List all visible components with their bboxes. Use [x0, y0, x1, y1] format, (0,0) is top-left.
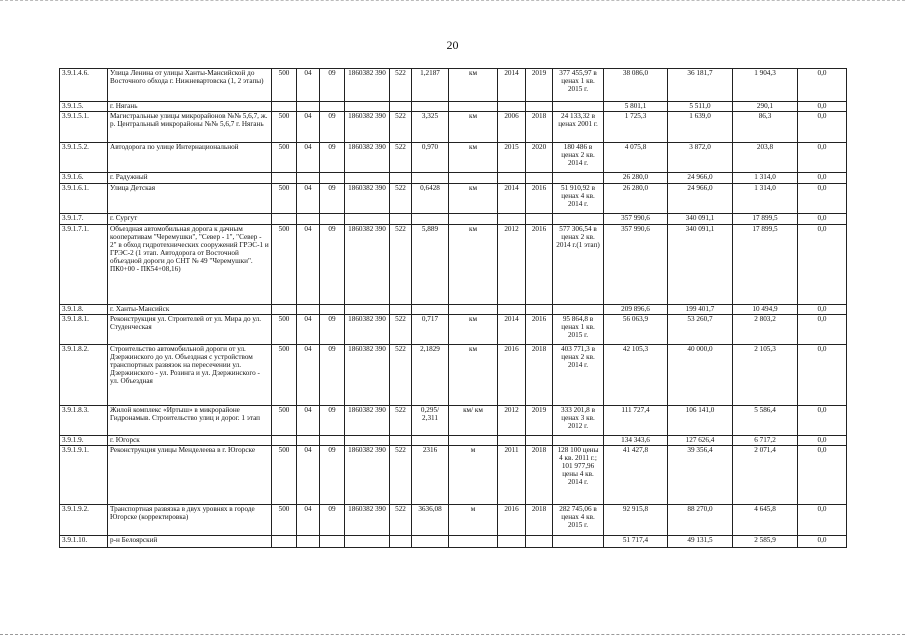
code-cell: 3.9.1.6.: [60, 173, 108, 184]
section-code-cell: 04: [297, 315, 320, 345]
expense-type-cell: [390, 102, 412, 112]
section-code-cell: 04: [297, 112, 320, 143]
code-cell: 3.9.1.8.2.: [60, 345, 108, 406]
target-article-cell: [345, 173, 390, 184]
ministry-code-cell: 500: [272, 184, 297, 214]
total-amount-cell: 1 725,3: [604, 112, 668, 143]
code-cell: 3.9.1.8.1.: [60, 315, 108, 345]
other-sources-cell: 0,0: [798, 315, 847, 345]
total-amount-cell: 41 427,8: [604, 446, 668, 505]
expense-type-cell: [390, 214, 412, 225]
unit-cell: [449, 102, 498, 112]
estimate-cost-cell: 333 201,8 в ценах 3 кв. 2012 г.: [553, 406, 604, 436]
object-name-cell: г. Югорск: [108, 436, 272, 446]
total-amount-cell: 26 280,0: [604, 184, 668, 214]
expense-type-cell: [390, 436, 412, 446]
ministry-code-cell: 500: [272, 225, 297, 305]
table-row: [60, 143, 847, 173]
start-year-cell: [498, 305, 526, 315]
capacity-cell: 2316: [412, 446, 449, 505]
expense-type-cell: 522: [390, 505, 412, 536]
expense-type-cell: 522: [390, 112, 412, 143]
subsection-code-cell: [320, 214, 345, 225]
section-code-cell: [297, 305, 320, 315]
total-amount-cell: 111 727,4: [604, 406, 668, 436]
ministry-code-cell: [272, 536, 297, 548]
code-cell: 3.9.1.6.1.: [60, 184, 108, 214]
regional-budget-cell: 40 000,0: [668, 345, 733, 406]
table-row: [60, 406, 847, 436]
regional-budget-cell: 24 966,0: [668, 173, 733, 184]
section-code-cell: [297, 102, 320, 112]
total-amount-cell: 56 063,9: [604, 315, 668, 345]
end-year-cell: [526, 436, 553, 446]
ministry-code-cell: 500: [272, 69, 297, 102]
target-article-cell: 1860382 390: [345, 225, 390, 305]
capacity-cell: [412, 214, 449, 225]
total-amount-cell: 209 896,6: [604, 305, 668, 315]
other-sources-cell: 0,0: [798, 345, 847, 406]
start-year-cell: [498, 102, 526, 112]
capacity-cell: [412, 305, 449, 315]
section-code-cell: 04: [297, 69, 320, 102]
target-article-cell: 1860382 390: [345, 69, 390, 102]
other-sources-cell: 0,0: [798, 69, 847, 102]
start-year-cell: 2012: [498, 225, 526, 305]
section-code-cell: [297, 436, 320, 446]
code-cell: 3.9.1.7.: [60, 214, 108, 225]
end-year-cell: [526, 305, 553, 315]
end-year-cell: 2020: [526, 143, 553, 173]
target-article-cell: 1860382 390: [345, 112, 390, 143]
regional-budget-cell: 36 181,7: [668, 69, 733, 102]
end-year-cell: 2019: [526, 69, 553, 102]
start-year-cell: [498, 214, 526, 225]
target-article-cell: 1860382 390: [345, 143, 390, 173]
municipal-budget-cell: 5 586,4: [733, 406, 798, 436]
subsection-code-cell: [320, 102, 345, 112]
capacity-cell: 3636,08: [412, 505, 449, 536]
expense-type-cell: 522: [390, 69, 412, 102]
regional-budget-cell: 3 872,0: [668, 143, 733, 173]
section-code-cell: [297, 214, 320, 225]
municipal-budget-cell: 290,1: [733, 102, 798, 112]
start-year-cell: 2006: [498, 112, 526, 143]
unit-cell: км: [449, 184, 498, 214]
municipal-budget-cell: 1 904,3: [733, 69, 798, 102]
code-cell: 3.9.1.10.: [60, 536, 108, 548]
section-code-cell: 04: [297, 446, 320, 505]
capacity-cell: 0,6428: [412, 184, 449, 214]
estimate-cost-cell: 128 100 цены 4 кв. 2011 г.; 101 977,96 цены 4 кв. 2014 г.: [553, 446, 604, 505]
total-amount-cell: 5 801,1: [604, 102, 668, 112]
regional-budget-cell: 53 260,7: [668, 315, 733, 345]
ministry-code-cell: [272, 214, 297, 225]
unit-cell: км: [449, 69, 498, 102]
municipal-budget-cell: 17 899,5: [733, 225, 798, 305]
table-row: [60, 69, 847, 102]
estimate-cost-cell: 577 306,54 в ценах 2 кв. 2014 г.(1 этап): [553, 225, 604, 305]
start-year-cell: 2016: [498, 505, 526, 536]
target-article-cell: [345, 536, 390, 548]
unit-cell: [449, 305, 498, 315]
other-sources-cell: 0,0: [798, 102, 847, 112]
ministry-code-cell: 500: [272, 406, 297, 436]
target-article-cell: [345, 436, 390, 446]
code-cell: 3.9.1.5.: [60, 102, 108, 112]
section-code-cell: 04: [297, 505, 320, 536]
capacity-cell: 0,295/ 2,311: [412, 406, 449, 436]
unit-cell: км: [449, 112, 498, 143]
start-year-cell: 2012: [498, 406, 526, 436]
top-scan-edge: [0, 0, 905, 3]
total-amount-cell: 357 990,6: [604, 225, 668, 305]
target-article-cell: 1860382 390: [345, 406, 390, 436]
code-cell: 3.9.1.4.6.: [60, 69, 108, 102]
code-cell: 3.9.1.9.: [60, 436, 108, 446]
estimate-cost-cell: [553, 305, 604, 315]
estimate-cost-cell: 403 771,3 в ценах 2 кв. 2014 г.: [553, 345, 604, 406]
other-sources-cell: 0,0: [798, 143, 847, 173]
other-sources-cell: 0,0: [798, 446, 847, 505]
estimate-cost-cell: [553, 173, 604, 184]
expense-type-cell: 522: [390, 184, 412, 214]
table-row: [60, 214, 847, 225]
section-code-cell: 04: [297, 184, 320, 214]
unit-cell: км/ км: [449, 406, 498, 436]
budget-table: [59, 68, 847, 548]
table-row: [60, 173, 847, 184]
regional-budget-cell: 199 401,7: [668, 305, 733, 315]
municipal-budget-cell: 2 585,9: [733, 536, 798, 548]
estimate-cost-cell: [553, 536, 604, 548]
table-row: [60, 446, 847, 505]
other-sources-cell: 0,0: [798, 112, 847, 143]
section-code-cell: 04: [297, 406, 320, 436]
object-name-cell: Строительство автомобильной дороги от ул. Дзержинского до ул. Объездная с устройством транспортных развязок на пересечении ул. Дзержинского - ул. Розинга и ул. Дзержинского - ул. Объездная: [108, 345, 272, 406]
total-amount-cell: 134 343,6: [604, 436, 668, 446]
municipal-budget-cell: 203,8: [733, 143, 798, 173]
start-year-cell: 2016: [498, 345, 526, 406]
target-article-cell: 1860382 390: [345, 446, 390, 505]
start-year-cell: [498, 436, 526, 446]
expense-type-cell: 522: [390, 446, 412, 505]
page-number: 20: [446, 38, 459, 52]
target-article-cell: 1860382 390: [345, 184, 390, 214]
start-year-cell: 2014: [498, 69, 526, 102]
regional-budget-cell: 127 626,4: [668, 436, 733, 446]
end-year-cell: [526, 102, 553, 112]
ministry-code-cell: 500: [272, 143, 297, 173]
target-article-cell: 1860382 390: [345, 505, 390, 536]
other-sources-cell: 0,0: [798, 406, 847, 436]
estimate-cost-cell: [553, 214, 604, 225]
estimate-cost-cell: 95 864,8 в ценах 1 кв. 2015 г.: [553, 315, 604, 345]
estimate-cost-cell: 180 486 в ценах 2 кв. 2014 г.: [553, 143, 604, 173]
estimate-cost-cell: 51 910,92 в ценах 4 кв. 2014 г.: [553, 184, 604, 214]
target-article-cell: 1860382 390: [345, 345, 390, 406]
total-amount-cell: 92 915,8: [604, 505, 668, 536]
code-cell: 3.9.1.9.2.: [60, 505, 108, 536]
subsection-code-cell: [320, 436, 345, 446]
municipal-budget-cell: 10 494,9: [733, 305, 798, 315]
estimate-cost-cell: [553, 102, 604, 112]
section-code-cell: 04: [297, 225, 320, 305]
other-sources-cell: 0,0: [798, 436, 847, 446]
code-cell: 3.9.1.5.2.: [60, 143, 108, 173]
end-year-cell: [526, 214, 553, 225]
end-year-cell: [526, 536, 553, 548]
end-year-cell: 2018: [526, 446, 553, 505]
table-row: [60, 102, 847, 112]
start-year-cell: 2014: [498, 315, 526, 345]
subsection-code-cell: 09: [320, 345, 345, 406]
municipal-budget-cell: 2 071,4: [733, 446, 798, 505]
total-amount-cell: 26 280,0: [604, 173, 668, 184]
code-cell: 3.9.1.7.1.: [60, 225, 108, 305]
municipal-budget-cell: 2 105,3: [733, 345, 798, 406]
end-year-cell: 2019: [526, 406, 553, 436]
target-article-cell: [345, 214, 390, 225]
estimate-cost-cell: 282 745,06 в ценах 4 кв. 2015 г.: [553, 505, 604, 536]
capacity-cell: 0,717: [412, 315, 449, 345]
total-amount-cell: 42 105,3: [604, 345, 668, 406]
regional-budget-cell: 88 270,0: [668, 505, 733, 536]
start-year-cell: 2015: [498, 143, 526, 173]
table-row: [60, 536, 847, 548]
subsection-code-cell: 09: [320, 69, 345, 102]
expense-type-cell: 522: [390, 315, 412, 345]
subsection-code-cell: 09: [320, 406, 345, 436]
estimate-cost-cell: 24 133,32 в ценах 2001 г.: [553, 112, 604, 143]
ministry-code-cell: [272, 305, 297, 315]
code-cell: 3.9.1.5.1.: [60, 112, 108, 143]
object-name-cell: р-н Белоярский: [108, 536, 272, 548]
regional-budget-cell: 39 356,4: [668, 446, 733, 505]
section-code-cell: 04: [297, 143, 320, 173]
expense-type-cell: [390, 305, 412, 315]
ministry-code-cell: 500: [272, 345, 297, 406]
start-year-cell: 2014: [498, 184, 526, 214]
table-row: [60, 345, 847, 406]
regional-budget-cell: 106 141,0: [668, 406, 733, 436]
unit-cell: м: [449, 446, 498, 505]
municipal-budget-cell: 4 645,8: [733, 505, 798, 536]
end-year-cell: 2018: [526, 112, 553, 143]
object-name-cell: г. Сургут: [108, 214, 272, 225]
regional-budget-cell: 340 091,1: [668, 225, 733, 305]
unit-cell: км: [449, 225, 498, 305]
capacity-cell: 5,889: [412, 225, 449, 305]
target-article-cell: [345, 305, 390, 315]
other-sources-cell: 0,0: [798, 214, 847, 225]
expense-type-cell: 522: [390, 406, 412, 436]
capacity-cell: [412, 173, 449, 184]
target-article-cell: [345, 102, 390, 112]
expense-type-cell: [390, 173, 412, 184]
code-cell: 3.9.1.8.3.: [60, 406, 108, 436]
bottom-scan-edge: [0, 634, 905, 637]
regional-budget-cell: 5 511,0: [668, 102, 733, 112]
ministry-code-cell: [272, 173, 297, 184]
unit-cell: км: [449, 143, 498, 173]
other-sources-cell: 0,0: [798, 505, 847, 536]
section-code-cell: [297, 173, 320, 184]
capacity-cell: [412, 436, 449, 446]
unit-cell: [449, 214, 498, 225]
municipal-budget-cell: 6 717,2: [733, 436, 798, 446]
start-year-cell: 2011: [498, 446, 526, 505]
expense-type-cell: 522: [390, 225, 412, 305]
other-sources-cell: 0,0: [798, 184, 847, 214]
object-name-cell: Улица Ленина от улицы Ханты-Мансийской до Восточного обхода г. Нижневартовска (1, 2 этапы): [108, 69, 272, 102]
ministry-code-cell: [272, 436, 297, 446]
capacity-cell: 1,2187: [412, 69, 449, 102]
target-article-cell: 1860382 390: [345, 315, 390, 345]
regional-budget-cell: 49 131,5: [668, 536, 733, 548]
unit-cell: км: [449, 315, 498, 345]
estimate-cost-cell: [553, 436, 604, 446]
unit-cell: [449, 173, 498, 184]
expense-type-cell: 522: [390, 345, 412, 406]
municipal-budget-cell: 2 803,2: [733, 315, 798, 345]
regional-budget-cell: 1 639,0: [668, 112, 733, 143]
subsection-code-cell: 09: [320, 505, 345, 536]
object-name-cell: Автодорога по улице Интернациональной: [108, 143, 272, 173]
object-name-cell: Объездная автомобильная дорога к дачным кооперативам "Черемушки", "Север - 1", "Север - 2" в обход гидротехнических сооружений ГРЭС-1 и ГРЭС-2 (1 этап. Автодорога от Восточной объездной дороги до СНТ № 49 "Черемушки". ПК0+00 - ПК54+08,16): [108, 225, 272, 305]
section-code-cell: 04: [297, 345, 320, 406]
object-name-cell: Транспортная развязка в двух уровнях в городе Югорске (корректировка): [108, 505, 272, 536]
other-sources-cell: 0,0: [798, 305, 847, 315]
section-code-cell: [297, 536, 320, 548]
other-sources-cell: 0,0: [798, 225, 847, 305]
object-name-cell: Реконструкция ул. Строителей от ул. Мира до ул. Студенческая: [108, 315, 272, 345]
end-year-cell: 2016: [526, 315, 553, 345]
total-amount-cell: 4 075,8: [604, 143, 668, 173]
subsection-code-cell: 09: [320, 225, 345, 305]
subsection-code-cell: 09: [320, 446, 345, 505]
capacity-cell: 3,325: [412, 112, 449, 143]
object-name-cell: Улица Детская: [108, 184, 272, 214]
ministry-code-cell: 500: [272, 112, 297, 143]
municipal-budget-cell: 17 899,5: [733, 214, 798, 225]
table-row: [60, 315, 847, 345]
ministry-code-cell: 500: [272, 505, 297, 536]
municipal-budget-cell: 1 314,0: [733, 173, 798, 184]
object-name-cell: Реконструкция улицы Менделеева в г. Югорске: [108, 446, 272, 505]
regional-budget-cell: 24 966,0: [668, 184, 733, 214]
object-name-cell: Магистральные улицы микрорайонов №№ 5,6,7, ж. р. Центральный микрорайоны №№ 5,6,7 г. Нягань: [108, 112, 272, 143]
code-cell: 3.9.1.8.: [60, 305, 108, 315]
table-row: [60, 305, 847, 315]
municipal-budget-cell: 86,3: [733, 112, 798, 143]
table-row: [60, 505, 847, 536]
start-year-cell: [498, 173, 526, 184]
subsection-code-cell: [320, 305, 345, 315]
unit-cell: м: [449, 505, 498, 536]
ministry-code-cell: 500: [272, 446, 297, 505]
object-name-cell: г. Радужный: [108, 173, 272, 184]
unit-cell: [449, 436, 498, 446]
unit-cell: км: [449, 345, 498, 406]
unit-cell: [449, 536, 498, 548]
table-row: [60, 184, 847, 214]
capacity-cell: 0,970: [412, 143, 449, 173]
regional-budget-cell: 340 091,1: [668, 214, 733, 225]
table-row: [60, 225, 847, 305]
start-year-cell: [498, 536, 526, 548]
other-sources-cell: 0,0: [798, 536, 847, 548]
expense-type-cell: [390, 536, 412, 548]
object-name-cell: г. Нягань: [108, 102, 272, 112]
object-name-cell: г. Ханты-Мансийск: [108, 305, 272, 315]
subsection-code-cell: [320, 173, 345, 184]
capacity-cell: [412, 102, 449, 112]
end-year-cell: [526, 173, 553, 184]
subsection-code-cell: [320, 536, 345, 548]
subsection-code-cell: 09: [320, 143, 345, 173]
capacity-cell: [412, 536, 449, 548]
subsection-code-cell: 09: [320, 184, 345, 214]
total-amount-cell: 357 990,6: [604, 214, 668, 225]
table-row: [60, 112, 847, 143]
end-year-cell: 2016: [526, 225, 553, 305]
capacity-cell: 2,1829: [412, 345, 449, 406]
end-year-cell: 2016: [526, 184, 553, 214]
other-sources-cell: 0,0: [798, 173, 847, 184]
code-cell: 3.9.1.9.1.: [60, 446, 108, 505]
subsection-code-cell: 09: [320, 315, 345, 345]
table-row: [60, 436, 847, 446]
expense-type-cell: 522: [390, 143, 412, 173]
total-amount-cell: 51 717,4: [604, 536, 668, 548]
ministry-code-cell: [272, 102, 297, 112]
subsection-code-cell: 09: [320, 112, 345, 143]
municipal-budget-cell: 1 314,0: [733, 184, 798, 214]
end-year-cell: 2018: [526, 505, 553, 536]
total-amount-cell: 38 086,0: [604, 69, 668, 102]
estimate-cost-cell: 377 455,97 в ценах 1 кв. 2015 г.: [553, 69, 604, 102]
ministry-code-cell: 500: [272, 315, 297, 345]
end-year-cell: 2018: [526, 345, 553, 406]
object-name-cell: Жилой комплекс «Иртыш» в микрорайоне Гидронамыв. Строительство улиц и дорог. 1 этап: [108, 406, 272, 436]
